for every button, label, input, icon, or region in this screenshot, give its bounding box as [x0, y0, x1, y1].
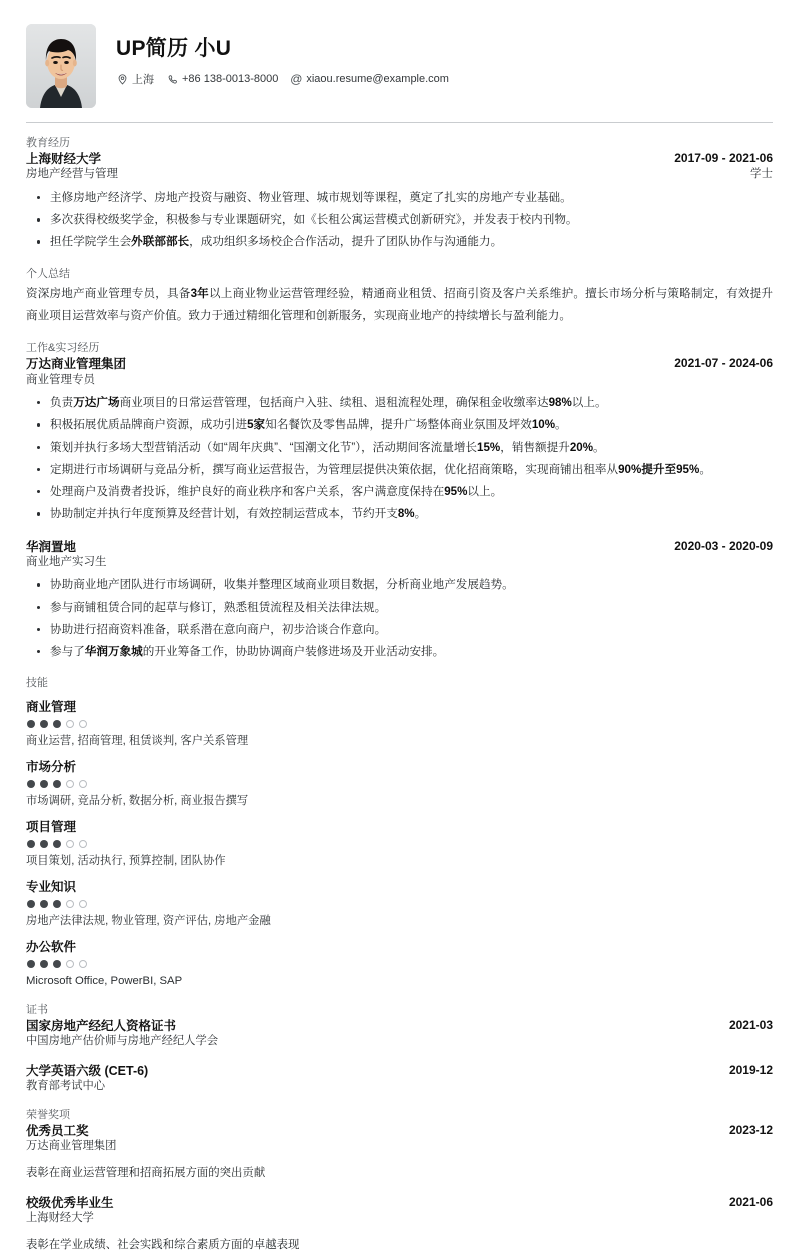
- list-item: 参与商铺租赁合同的起草与修订，熟悉租赁流程及相关法律法规。: [26, 597, 773, 619]
- skill-dot-filled: [40, 960, 48, 968]
- certificate-title: 大学英语六级 (CET-6): [26, 1063, 149, 1078]
- skill-dot-empty: [66, 960, 74, 968]
- certificate-entry: [26, 1018, 773, 1050]
- list-item: 协助制定并执行年度预算及经营计划，有效控制运营成本，节约开支8%。: [26, 503, 773, 525]
- contact-location-value: 上海: [132, 74, 154, 87]
- summary-text: 资深房地产商业管理专员，具备3年以上商业物业运营管理经验，精通商业租赁、招商引资及客户关系维护。擅长市场分析与策略制定，有效提升商业项目运营效率与资产价值。致力于通过精细化管理和创新服务，实现商业地产的持续增长与盈利能力。: [26, 286, 773, 323]
- contact-location: [116, 71, 154, 87]
- skill-dot-empty: [66, 900, 74, 908]
- contact-phone-value: +86 138-0013-8000: [182, 73, 279, 86]
- section-title-skills: 技能: [26, 677, 48, 690]
- award-description: 表彰在学业成绩、社会实践和综合素质方面的卓越表现: [26, 1239, 300, 1252]
- skill-dot-filled: [27, 900, 35, 908]
- job-title: 商业管理专员: [26, 373, 95, 386]
- award-date: 2023-12: [728, 1123, 773, 1138]
- contact-row: [116, 71, 457, 87]
- location-pin-icon: [116, 73, 128, 85]
- certificate-issuer: 教育部考试中心: [26, 1080, 106, 1093]
- list-item: 担任学院学生会外联部部长，成功组织多场校企合作活动，提升了团队协作与沟通能力。: [26, 231, 773, 253]
- skill-dot-filled: [27, 840, 35, 848]
- phone-icon: [166, 73, 178, 85]
- skill-dot-filled: [40, 780, 48, 788]
- company-name: 万达商业管理集团: [26, 357, 127, 372]
- award-description: 表彰在商业运营管理和招商拓展方面的突出贡献: [26, 1167, 266, 1180]
- award-entry: [26, 1195, 773, 1254]
- list-item: 策划并执行多场大型营销活动（如“周年庆典”、“国潮文化节”），活动期间客流量增长15%，销售额提升20%。: [26, 437, 773, 459]
- skill-block: [26, 759, 773, 810]
- list-item: 处理商户及消费者投诉，维护良好的商业秩序和客户关系，客户满意度保持在95%以上。: [26, 481, 773, 503]
- work-bullets: [26, 574, 773, 663]
- skill-keywords: Microsoft Office, PowerBI, SAP: [26, 974, 183, 987]
- section-awards: [26, 1109, 773, 1254]
- work-entry: [26, 539, 773, 664]
- award-title: 校级优秀毕业生: [26, 1196, 114, 1211]
- list-item: 主修房地产经济学、房地产投资与融资、物业管理、城市规划等课程，奠定了扎实的房地产专业基础。: [26, 187, 773, 209]
- degree-label: 学士: [750, 167, 773, 180]
- section-education: [26, 137, 773, 254]
- skill-level-dots: [27, 900, 773, 908]
- email-at-icon: @: [290, 72, 303, 87]
- skill-dot-empty: [79, 960, 87, 968]
- header-divider: [26, 122, 773, 123]
- skill-dot-filled: [40, 720, 48, 728]
- certificate-title: 国家房地产经纪人资格证书: [26, 1018, 177, 1033]
- skill-dot-empty: [79, 720, 87, 728]
- award-issuer: 万达商业管理集团: [26, 1140, 117, 1153]
- skill-level-dots: [27, 960, 773, 968]
- section-title-certificates: 证书: [26, 1003, 48, 1016]
- job-title: 商业地产实习生: [26, 555, 107, 568]
- section-work: [26, 342, 773, 663]
- section-certificates: [26, 1004, 773, 1095]
- skill-name: 办公软件: [26, 939, 77, 954]
- skill-dot-filled: [53, 720, 61, 728]
- certificate-date: 2019-12: [728, 1062, 773, 1077]
- skill-block: [26, 819, 773, 870]
- identity-block: [116, 24, 457, 87]
- award-date: 2021-06: [728, 1195, 773, 1210]
- education-entry-head: [26, 151, 773, 183]
- skill-name: 专业知识: [26, 879, 77, 894]
- certificate-entry-head: [26, 1018, 773, 1050]
- profile-photo: [26, 24, 96, 108]
- contact-email: [290, 73, 449, 85]
- skill-block: [26, 699, 773, 750]
- skill-dot-filled: [53, 840, 61, 848]
- contact-phone: [166, 73, 278, 85]
- skill-dot-filled: [27, 780, 35, 788]
- section-skills: [26, 677, 773, 989]
- section-title-work: 工作&实习经历: [26, 342, 100, 355]
- list-item: 协助商业地产团队进行市场调研，收集并整理区域商业项目数据，分析商业地产发展趋势。: [26, 574, 773, 596]
- list-item: 参与了华润万象城的开业筹备工作，协助协调商户装修进场及开业活动安排。: [26, 641, 773, 663]
- skill-dot-filled: [40, 840, 48, 848]
- skill-dot-filled: [53, 960, 61, 968]
- skill-keywords: 市场调研, 竞品分析, 数据分析, 商业报告撰写: [26, 795, 249, 808]
- education-entry: [26, 151, 773, 254]
- list-item: 负责万达广场商业项目的日常运营管理，包括商户入驻、续租、退租流程处理，确保租金收缴率达98%以上。: [26, 392, 773, 414]
- skill-keywords: 商业运营, 招商管理, 租赁谈判, 客户关系管理: [26, 735, 249, 748]
- certificate-issuer: 中国房地产估价师与房地产经纪人学会: [26, 1034, 219, 1047]
- company-name: 华润置地: [26, 539, 77, 554]
- work-date: 2020-03 - 2020-09: [674, 538, 773, 553]
- resume-header: [26, 24, 773, 116]
- skill-dot-empty: [79, 840, 87, 848]
- skill-name: 商业管理: [26, 700, 77, 715]
- skill-dot-empty: [66, 840, 74, 848]
- skill-level-dots: [27, 720, 773, 728]
- work-date: 2021-07 - 2024-06: [674, 356, 773, 371]
- skill-keywords: 项目策划, 活动执行, 预算控制, 团队协作: [26, 854, 226, 867]
- section-summary: [26, 268, 773, 328]
- skill-name: 市场分析: [26, 760, 77, 775]
- skill-block: [26, 879, 773, 930]
- work-entry-head: [26, 356, 773, 388]
- award-title: 优秀员工奖: [26, 1124, 89, 1139]
- skill-dot-filled: [53, 780, 61, 788]
- skill-dot-filled: [27, 960, 35, 968]
- skill-dot-filled: [27, 720, 35, 728]
- list-item: 多次获得校级奖学金，积极参与专业课题研究，如《长租公寓运营模式创新研究》，并发表于校内刊物。: [26, 209, 773, 231]
- skill-dot-empty: [79, 780, 87, 788]
- skill-dot-empty: [66, 780, 74, 788]
- school-name: 上海财经大学: [26, 152, 102, 167]
- skill-dot-empty: [79, 900, 87, 908]
- award-entry: [26, 1123, 773, 1182]
- major-name: 房地产经营与管理: [26, 168, 118, 181]
- work-bullets: [26, 392, 773, 526]
- contact-email-value: xiaou.resume@example.com: [306, 73, 449, 86]
- skill-dot-filled: [40, 900, 48, 908]
- skill-keywords: 房地产法律法规, 物业管理, 资产评估, 房地产金融: [26, 914, 271, 927]
- list-item: 协助进行招商资料准备，联系潜在意向商户，初步洽谈合作意向。: [26, 619, 773, 641]
- skill-name: 项目管理: [26, 820, 77, 835]
- skill-block: [26, 939, 773, 990]
- section-title-summary: 个人总结: [26, 267, 70, 280]
- list-item: 积极拓展优质品牌商户资源，成功引进5家知名餐饮及零售品牌，提升广场整体商业氛围及坪效10%。: [26, 414, 773, 436]
- skill-dot-filled: [53, 900, 61, 908]
- certificate-date: 2021-03: [728, 1017, 773, 1032]
- section-title-awards: 荣誉奖项: [26, 1108, 70, 1121]
- award-entry-head: [26, 1195, 773, 1227]
- skill-level-dots: [27, 840, 773, 848]
- section-title-education: 教育经历: [26, 137, 70, 149]
- candidate-name: UP简历 小U: [116, 37, 232, 60]
- certificate-entry-head: [26, 1063, 773, 1095]
- skill-dot-empty: [66, 720, 74, 728]
- certificate-entry: [26, 1063, 773, 1095]
- skill-level-dots: [27, 780, 773, 788]
- education-date: 2017-09 - 2021-06: [674, 151, 773, 166]
- list-item: 定期进行市场调研与竞品分析，撰写商业运营报告，为管理层提供决策依据，优化招商策略，实现商铺出租率从90%提升至95%。: [26, 459, 773, 481]
- award-entry-head: [26, 1123, 773, 1155]
- award-issuer: 上海财经大学: [26, 1212, 94, 1225]
- work-entry-head: [26, 539, 773, 571]
- work-entry: [26, 356, 773, 525]
- education-bullets: [26, 187, 773, 254]
